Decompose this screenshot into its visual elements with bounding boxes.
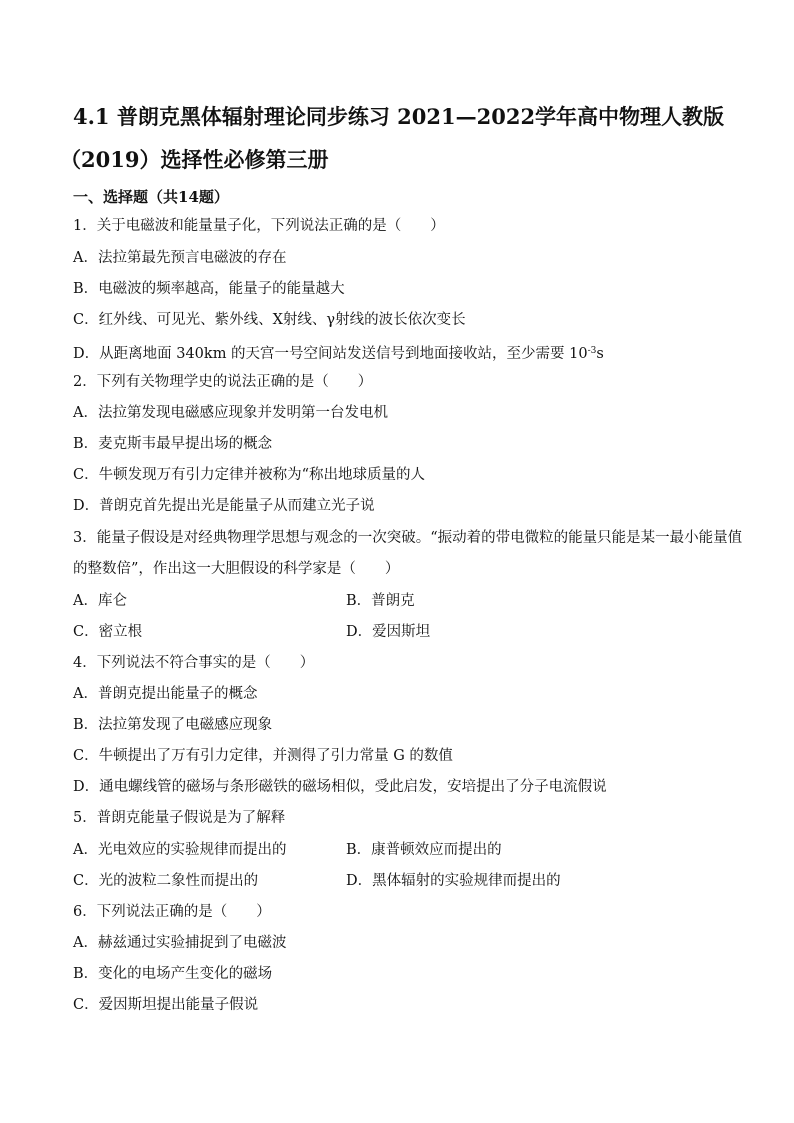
question-4-option-d: D．通电螺线管的磁场与条形磁铁的磁场相似，受此启发，安培提出了分子电流假说 — [73, 779, 607, 795]
question-1-option-d-unit: s — [596, 346, 604, 362]
question-2-stem: 2．下列有关物理学史的说法正确的是（ ） — [73, 374, 373, 390]
question-4-option-c: C．牛顿提出了万有引力定律，并测得了引力常量 G 的数值 — [73, 748, 453, 764]
document-title-line-2: （2019）选择性必修第三册 — [60, 147, 329, 172]
question-1-option-d — [73, 341, 604, 364]
question-6-stem: 6．下列说法正确的是（ ） — [73, 904, 271, 920]
question-4-option-b: B．法拉第发现了电磁感应现象 — [73, 717, 273, 733]
question-1-option-a: A．法拉第最先预言电磁波的存在 — [73, 250, 287, 266]
question-5-option-d: D．黑体辐射的实验规律而提出的 — [346, 873, 561, 889]
question-1-option-d-text: D．从距离地面 340km 的天宫一号空间站发送信号到地面接收站，至少需要 10 — [73, 346, 588, 362]
document-title-line-1: 4.1 普朗克黑体辐射理论同步练习 2021—2022学年高中物理人教版 — [73, 104, 725, 129]
question-3-option-c: C．密立根 — [73, 624, 143, 640]
question-3-option-b: B．普朗克 — [346, 593, 415, 609]
question-5-option-a: A．光电效应的实验规律而提出的 — [73, 842, 287, 858]
question-2-option-d: D．普朗克首先提出光是能量子从而建立光子说 — [73, 498, 375, 514]
section-heading: 一、选择题（共14题） — [73, 188, 229, 206]
question-5-option-c: C．光的波粒二象性而提出的 — [73, 873, 259, 889]
question-3-stem-line-1: 3．能量子假设是对经典物理学思想与观念的一次突破。“振动着的带电微粒的能量只能是某一最小能量值 — [73, 530, 743, 546]
question-3-option-d: D．爱因斯坦 — [346, 624, 431, 640]
question-5-option-b: B．康普顿效应而提出的 — [346, 842, 502, 858]
question-3-option-a: A．库仑 — [73, 593, 127, 609]
question-3-stem-line-2: 的整数倍”，作出这一大胆假设的科学家是（ ） — [73, 561, 400, 577]
question-1-option-b: B．电磁波的频率越高，能量子的能量越大 — [73, 281, 345, 297]
question-2-option-b: B．麦克斯韦最早提出场的概念 — [73, 436, 273, 452]
question-6-option-b: B．变化的电场产生变化的磁场 — [73, 966, 273, 982]
question-1-option-c: C．红外线、可见光、紫外线、X射线、γ射线的波长依次变长 — [73, 312, 466, 328]
question-2-option-c: C．牛顿发现万有引力定律并被称为“称出地球质量的人 — [73, 467, 426, 483]
question-4-option-a: A．普朗克提出能量子的概念 — [73, 686, 258, 702]
question-2-option-a: A．法拉第发现电磁感应现象并发明第一台发电机 — [73, 405, 388, 421]
question-1-option-d-exponent: -3 — [587, 346, 597, 356]
question-6-option-c: C．爱因斯坦提出能量子假说 — [73, 997, 259, 1013]
question-1-stem: 1．关于电磁波和能量量子化，下列说法正确的是（ ） — [73, 218, 445, 234]
question-6-option-a: A．赫兹通过实验捕捉到了电磁波 — [73, 935, 287, 951]
question-4-stem: 4．下列说法不符合事实的是（ ） — [73, 655, 315, 671]
question-5-stem: 5．普朗克能量子假说是为了解释 — [73, 810, 286, 826]
